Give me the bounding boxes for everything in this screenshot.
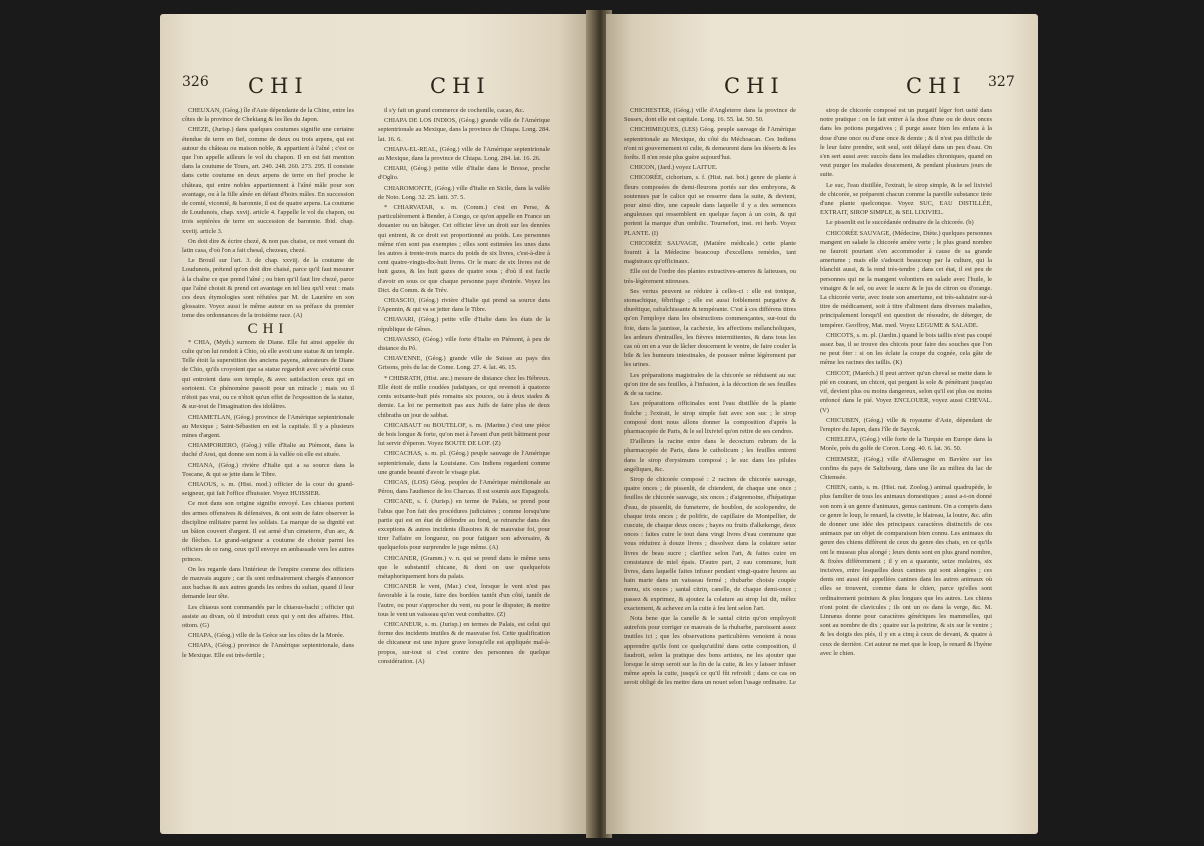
entry-chicots: CHICOTS, s. m. pl. (Jardin.) quand le bois taillis n'est pas coupé assez bas, il se trouve des chicots pour faire des souches que l'on ne peut ôter : si on les éclate la coupe du cognée, cela gâte de même les racines des taillis. (K): [820, 331, 992, 367]
entry-chicoree-sauvage-2: Elle est de l'ordre des plantes extractives-ameres & laiteuses, ou très-légèrement nitreuses.: [624, 268, 796, 285]
entry-chicachas: CHICACHAS, s. m. pl. (Géog.) peuple sauvage de l'Amérique septentrionale, dans la Louisiane. Ces Indiens regardent comme une grande beauté d'avoir le visage plat.: [378, 450, 550, 476]
entry-chicoree: CHICORÉE, cichorium, s. f. (Hist. nat. bot.) genre de plante à fleurs composées de demi-fleurons portés sur des embryons, & soutenues par le calice qui se resserre dans la suite, & devient, pour ainsi dire, une capsule dans laquelle il y a des semences anguleuses qui ressemblent en quelque façon à un coin, & qui portent la marque d'un ombilic. Tournefort, inst. rei herb. Voyez PLANTE. (I): [624, 174, 796, 237]
entry-chiavari: CHIAVARI, (Géog.) petite ville d'Italie dans les états de la république de Gênes.: [378, 316, 550, 333]
left-column-2: [378, 106, 550, 796]
entry-suc-eau: Le suc, l'eau distillée, l'extrait, le sirop simple, & le sel lixiviel de chicorée, se préparent chacun comme la pareille substance tirée d'une plante quelconque. Voyez SUC, EAU DISTILLÉE, EXTRAIT, SIROP SIMPLE, & SEL LIXIVIEL.: [820, 181, 992, 217]
entry-chiapa-real: CHIAPA-EL-REAL, (Géog.) ville de l'Amérique septentrionale au Mexique, dans la province de Chiapa. Long. 284. lat. 16. 26.: [378, 145, 550, 163]
left-header-word-1: CHI: [248, 74, 309, 98]
entry-cheze-2: On doit dire & écrire chezé, & non pas chaise, ce mot venant du latin casa, d'où l'on a fait chesal, chezeau, chezé.: [182, 237, 354, 255]
entry-chicas: CHICAS, (LOS) Géog. peuples de l'Amérique méridionale au Pérou, dans l'audience de los Charcas. Il est soumis aux Espagnols.: [378, 478, 550, 496]
entry-chiavasso: CHIAVASSO, (Géog.) ville forte d'Italie en Piémont, à peu de distance du Pô.: [378, 335, 550, 353]
entry-cheuxan: CHEUXAN, (Géog.) île d'Asie dépendante de la Chine, entre les côtes de la province de Chekiang & les îles du Japon.: [182, 107, 354, 124]
entry-chiapa-indios: CHIAPA DE LOS INDIOS, (Géog.) grande ville de l'Amérique septentrionale au Mexique, dans la province de Chiapa. Long. 284. lat. 16. 6.: [378, 117, 550, 143]
entry-chiascio: CHIASCIO, (Géog.) rivière d'Italie qui prend sa source dans l'Apennin, & qui va se jetter dans le Tibre.: [378, 297, 550, 314]
right-page-header: [606, 74, 1038, 104]
entry-chiana: CHIANA, (Géog.) rivière d'Italie qui a sa source dans la Toscane, & qui se jette dans le Tibre.: [182, 461, 354, 478]
entry-chicoree-diete: CHICORÉE SAUVAGE, (Médecine, Diète.) quelques personnes mangent en salade la chicorée amère verte ; le plus grand nombre ne fauroit pourtant s'en accommoder à cause de sa grande amertume ; mais elle s'adoucit beaucoup par la culture, qui la blanchit aussi, & la rend très-tendre ; dans cet état, il est peu de personnes qui ne la mangent volontiers en salade avec l'huile, le vinaigre & le sel, ou avec le sucre & le jus de citron ou d'orange. La chicorée verte, avec toute son amertume, est très-salutaire sur-à titre de médicament, soit à titre d'aliment dans diverses maladies, principalement lorsqu'il est question de résoudre, de déterger, de tempérer. Geoffroy, Mat. med. Voyez LEGUME & SALADE.: [820, 229, 992, 329]
entry-cheze: CHEZE, (Jurisp.) dans quelques coutumes signifie une certaine étendue de terre en fief, comme de deux ou trois arpens, qui est autour du château ou maison noble, & appartient à l'aîné ; c'est ce que l'on appelle ailleurs le vol du chapon. Il en est fait mention dans la coutume de Tours, art. 240. 248. 260. 273. 295. Il consiste dans cette coutume en deux arpens de terre en fief proche le château, qui entre nobles appartiennent à l'aîné mâle pour son avantage, ou à la fille aînée en défaut d'hoirs mâles. En succession de comté, vicomté, & baronnie, il est de quatre arpens. La coutume de Loudunois, chap. xxvij. article 4. l'appelle le vol du chapon, ou trois septérées de terre en succession de baronnie. Ibid. chap. xxviij. article 3.: [182, 126, 354, 235]
entry-chiarvatar: * CHIARVATAR, s. m. (Comm.) c'est en Perse, & particulièrement à Bender, à Congo, ce qu'on appelle en France un douanier ou un bâteger. Cet officier lève un droit sur les denrées qui entrent, & ce droit est proportionné au poids. Les personnes même n'en sont pas exemptes ; elles sont estimées les unes dans les autres à trente-trois marcs du poids de six livres, c'est-à-dire à cent quatre-vingts-dix-huit livres. Or le marc de six livres est de huit gazes, & les huit gazes de quatre sous ; d'où il est facile d'avoir en sous ce que chaque personne paye d'entrée. Voyez les Dict. du Comm. & de Trév.: [378, 204, 550, 294]
left-page-number: 326: [182, 74, 209, 90]
entry-chichester: CHICHESTER, (Géog.) ville d'Angleterre dans la province de Sussex, dont elle est capitale. Long. 16. 55. lat. 50. 50.: [624, 107, 796, 124]
entry-chiamporiero: CHIAMPORIERO, (Géog.) ville d'Italie au Piémont, dans la duché d'Aost, qui donne son nom à la vallée où elle est située.: [182, 442, 354, 459]
entry-chiaous: CHIAOUS, s. m. (Hist. mod.) officier de la cour du grand-seigneur, qui fait l'office d'huissier. Voyez HUISSIER.: [182, 480, 354, 498]
entry-chicoree-sauvage-6: D'ailleurs la racine entre dans le decoctum rubrum de la pharmacopée de Paris, dans le catholicum ; les feuilles entrent dans le sirop d'erysimum composé ; le suc dans les pilules angéliques, &c.: [624, 438, 796, 473]
entry-chicuben: CHICUBEN, (Géog.) ville & royaume d'Asie, dépendant de l'empire du Japon, dans l'île de Saycok.: [820, 416, 992, 433]
left-page: [160, 14, 592, 834]
right-header-word-2: CHI: [906, 74, 967, 98]
entry-chiapa-province: CHIAPA, (Géog.) province de l'Amérique septentrionale, dans le Mexique. Elle est très-fertile ;: [182, 642, 354, 659]
entry-sirop-cont: sirop de chicorée composé est un purgatif léger fort usité dans notre pratique : on le fait entrer à la dose d'une ou de deux onces dans les potions purgatives ; il purge assez bien les enfans à la dose d'une once ou d'une once & demie ; & il n'est pas difficile de le leur faire prendre, soit seul, soit délayé dans un peu d'eau. On s'en sert aussi avec succès dans les maladies chroniques, quand on veut purger les malades doucement, & pendant plusieurs jours de suite.: [820, 107, 992, 179]
left-page-header: [160, 74, 592, 104]
right-header-word-1: CHI: [724, 74, 785, 98]
entry-chicane: CHICANE, s. f. (Jurisp.) en terme de Palais, se prend pour l'abus que l'on fait des procédures judiciaires ; comme lorsqu'une partie qui est en état de défendre au fond, se retranche dans des exceptions & autres incidents illusoires & de mauvaise foi, pour tirer l'affaire en longueur, ou pour fatiguer son adversaire, & quelquefois pour surprendre le juge même. (A): [378, 498, 550, 552]
entry-chiaous-2: Ce mot dans son origine signifie envoyé. Les chiaous portent des armes offensives & défensives, & ont soin de faire observer la discipline militaire parmi les soldats. La marque de sa dignité est un bâton couvert d'argent. Il est armé d'un cimeterre, d'un arc, & de flèches. Le grand-seigneur a coutume de choisir parmi les officiers de ce rang, ceux qu'il envoye en ambassade vers les autres princes.: [182, 500, 354, 563]
entry-chiapa-greece: CHIAPA, (Géog.) ville de la Grèce sur les côtes de la Morée.: [188, 632, 345, 640]
entry-chiaous-3: On les regarde dans l'intérieur de l'empire comme des officiers de mauvais augure ; car ils sont ordinairement chargés d'annoncer aux bachas & aux autres grands les ordres du sultan, quand il leur demande leur tête.: [182, 565, 354, 601]
entry-pissenlit: Le pissenlit est le succédanée ordinaire de la chicorée. (b): [826, 219, 974, 227]
right-page: [606, 14, 1038, 834]
right-column-2: [820, 106, 992, 796]
entry-chicabaut: CHICABAUT ou BOUTELOF, s. m. (Marine.) c'est une pièce de bois longue & forte, qu'on met à l'avant d'un petit bâtiment pour lui servir d'éperon. Voyez BOUTE DE LOF. (Z): [378, 421, 550, 448]
entry-chicot: CHICOT, (Maréch.) Il peut arriver qu'un cheval se mette dans le pié en courant, un chicot, qui pergant la sole & pénétrant jusqu'au vif, devient plus ou moins dangereux, selon qu'il est plus ou moins enfoncé dans le pié. Voyez ENCLOUER, voyez aussi CHEVAL. (V): [820, 369, 992, 414]
entry-chichimeques: CHICHIMEQUES, (LES) Géog. peuple sauvage de l'Amérique septentrionale au Mexique, du côté du Méchoacan. Ces Indiens n'ont ni gouvernement ni culte, & demeurent dans les déserts & les forêts. Il n'en reste plus guère aujourd'hui.: [624, 126, 796, 162]
section-heading: CHI: [247, 320, 289, 337]
entry-chiaous-4: Les chiaous sont commandés par le chiaous-bachi ; officier qui assiste au divan, où il introduit ceux qui y ont des affaires. Hist. ottom. (G): [182, 603, 354, 629]
entry-chicaner: CHICANER, (Gramm.) v. n. qui se prend dans le même sens que le substantif chicane, & dont on use quelquefois métaphoriquement hors du palais.: [378, 554, 550, 580]
entry-chia: * CHIA, (Myth.) surnom de Diane. Elle fut ainsi appelée du culte qu'on lui rendoit à Chio, où elle avoit une statue & un temple. Telle étoit la superstition des anciens payens, adorateurs de Diane de Chio, qu'ils croyoient que sa statue regardoit avec sévérité ceux qui entroient dans son temple, & avec satisfaction ceux qui en sortoient. Ce phénomène passoit pour un miracle ; mais ou il n'étoit pas vrai, ou ce n'étoit qu'un effet de l'exposition de la statue, & sur-tout de l'imagination des idolâtres.: [182, 338, 354, 411]
entry-chicaner-vent: CHICANER le vent, (Mar.) c'est, lorsque le vent n'est pas favorable à la route, faire des bordées tantôt d'un côté, tantôt de l'autre, ou pour s'approcher du vent, ou pour le disputer, & mettre tous le vent un vaisseau qu'on veut combattre. (Z): [378, 583, 550, 618]
left-column-1: [182, 106, 354, 796]
entry-chicoree-sauvage-5: Les préparations officinales sont l'eau distillée de la plante fraîche ; l'extrait, le sirop simple fait avec son suc ; le sirop composé dont nous allons donner la composition d'après la pharmacopée de Paris, & le sel lixiviel qu'on retire de ses cendres.: [624, 400, 796, 435]
entry-chiametlan: CHIAMETLAN, (Géog.) province de l'Amérique septentrionale au Mexique ; Saint-Sébastien en est la capitale. Il y a plusieurs mines d'argent.: [182, 413, 354, 439]
entry-chicaneur: CHICANEUR, s. m. (Jurisp.) en termes de Palais, est celui qui forme des incidents inutiles & de mauvaise foi. Cette qualification de chicaneur est une injure grave lorsqu'elle est appliquée mal-à-propos, sur-tout si c'est contre des personnes de quelque considération. (A): [378, 620, 550, 665]
entry-sirop-chicoree: Sirop de chicorée composé : 2 racines de chicorée sauvage, quatre onces ; de pissenlit, de chiendent, de chaque une once ; feuilles de chicorée sauvage, six onces ; d'aigremoine, d'hépatique d'eau, de pissenlit, de fumeterre, de houblon, de scolopendre, de chaque trois onces ; de polifric, de capillaire de Montpellier, de cuscute, de chaque deux onces ; bayes ou fruits d'alkekenge, deux onces : faites cuire le tout dans vingt livres d'eau commune que vous réduirez à douze livres ; dissolvez dans la colature seize livres de beau sucre ; clarifiez selon l'art, & faites cuire en consistance de miel épais. D'autre part, 2 eau commune, huit livres, dans laquelle faites infuser pendant vingt-quatre heures au bain marie dans un vaisseau fermé ; rhubarbe choisie coupée menu, six onces ; santal citrin, canelle, de chaque demi-once ; passez & exprimez, & ajoutez la colature au sirop lui dit, mêlez exactement, & achevez en la cuite à feu lent selon l'art.: [624, 475, 796, 612]
right-column-1: [624, 106, 796, 796]
entry-nota-bene: Nota bene que la canelle & le santal citrin qu'on employoit autrefois pour corriger ce mauvais de la rhubarbe, paroissent assez inutiles ici ; que les observations particulières venoient à nous apprendre qu'ils font ce quelqu'utilité dans cette composition, il faudroit, selon la pratique des bons artistes, ne les ajouter que lorsque le sirop seroit sur la fin de la cuite, & les y laisser infuser même après la cuite, jusqu'à ce qu'il fût refroidi ; dans ce cas on seroit obligé de les mettre dans un nouet selon l'usage ordinaire. Le: [624, 614, 796, 687]
entry-chicoree-sauvage-3: Ses vertus peuvent se réduire à celles-ci : elle est tonique, stomachique, fébrifuge ; elle est aussi foiblement purgative & diurétique, rafraîchissante & tempérante. C'est à ces différens titres qu'on l'employe dans les obstructions commençantes, sur-tout du foie, dans la jaunisse, la cachexie, les affections mélancholiques, les ardeurs d'entrailles, les fièvres intermittentes, & dans tous les cas où on en a vue de lâcher doucement le ventre, de faire couler la bile & les humeurs intestinales, de pousser même légèrement par les urines.: [624, 287, 796, 369]
entry-chicoree-sauvage-4: Les préparations magistrales de la chicorée se réduisent au suc qu'on tire de ses feuilles, à l'infusion, à la décoction de ses feuilles & de sa racine.: [624, 371, 796, 398]
entry-chiaromonte: CHIAROMONTE, (Géog.) ville d'Italie en Sicile, dans la vallée de Noto. Long. 32. 25. latit. 37. 5.: [378, 184, 550, 201]
right-page-number: 327: [988, 74, 1015, 90]
entry-chiemsee: CHIEMSEE, (Géog.) ville d'Allemagne en Bavière sur les confins du pays de Saltzbourg, dans une île au milieu du lac de Chiemsée.: [820, 455, 992, 481]
entry-chiavenne: CHIAVENNE, (Géog.) grande ville de Suisse au pays des Grisons, près du lac de Come. Long. 27. 4. lat. 46. 15.: [378, 355, 550, 372]
entry-chicon: CHICON, (Jard.) voyez LAITUE.: [630, 164, 718, 172]
entry-chiari: CHIARI, (Géog.) petite ville d'Italie dans le Bresse, proche d'Oglio.: [378, 165, 550, 182]
entry-chiapa-cont: il s'y fait un grand commerce de cochenille, cacao, &c.: [384, 107, 525, 114]
entry-chien: CHIEN, canis, s. m. (Hist. nat. Zoolog.) animal quadrupède, le plus familier de tous les animaux domestiques ; aussi a-t-on donné son nom à un genre d'animaux, genus caninum. On a compris dans ce genre le loup, le renard, la civette, le blaireau, la loutre, &c. afin de donner une idée des principaux caractères distinctifs de ces animaux par un objet de comparaison bien connu. Les animaux du genre des chiens diffèrent de ceux du genre des chats, en ce qu'ils ont le museau plus alongé ; leurs dents sont en plus grand nombre, & fixées différemment ; il y en a quarante, seize molaires, six incisives, entre lesquelles deux canines qui sont alongées ; ces dents ont aussi été appellées canines dans les autres animaux où elles se trouvent, comme dans le chien, parce qu'elles sont ordinairement pointues & plus longues que les autres. Les chiens n'ont point de clavicules ; ils ont un os dans la verge, &c. M. Linnæus donne pour caractères génériques les mammelles, qui sont au nombre de dix ; quatre sur la poitrine, & six sur le ventre ; & les doigts des piés, il y en a cinq à ceux de devant, & quatre à ceux de derrière. Cet auteur ne met que le loup, le renard & l'hyène avec le chien.: [820, 484, 992, 657]
entry-cheze-3: Le Brouil sur l'art. 3. de chap. xxviij. de la coutume de Loudunois, prétend qu'on doit dire chaisé, parce qu'il faut mesurer à la chaîne ce que prend l'aîné ; ou bien qu'il faut lire chezé, parce que l'aîné choisit & prend cet avantage en tel lieu qu'il veut : mais ces deux étymologies sont réfutées par M. de Laurière en son glossaire. Voyez aussi le même auteur en sa préface du premier tome des ordonnances de la troisième race. (A): [182, 257, 354, 320]
entry-chibrath: * CHIBRATH, (Hist. anc.) mesure de distance chez les Hébreux. Elle étoit de mille coudées judaïques, ce qui revenoit à quatorze cents soixante-huit piés romains six pouces, ou à deux stades & demie. La loi ne permettoit pas aux Juifs de faire plus de deux chibraths un jour de sabbat.: [378, 374, 550, 419]
entry-chicoree-sauvage: CHICORÉE SAUVAGE, (Matière médicale.) cette plante fournit à la Médecine beaucoup d'excellens remèdes, tant magistraux qu'officinaux.: [624, 239, 796, 266]
entry-chielefa: CHIELEFA, (Géog.) ville forte de la Turquie en Europe dans la Morée, près du golfe de Coron. Long. 40. 6. lat. 36. 50.: [820, 436, 992, 453]
left-header-word-2: CHI: [430, 74, 491, 98]
